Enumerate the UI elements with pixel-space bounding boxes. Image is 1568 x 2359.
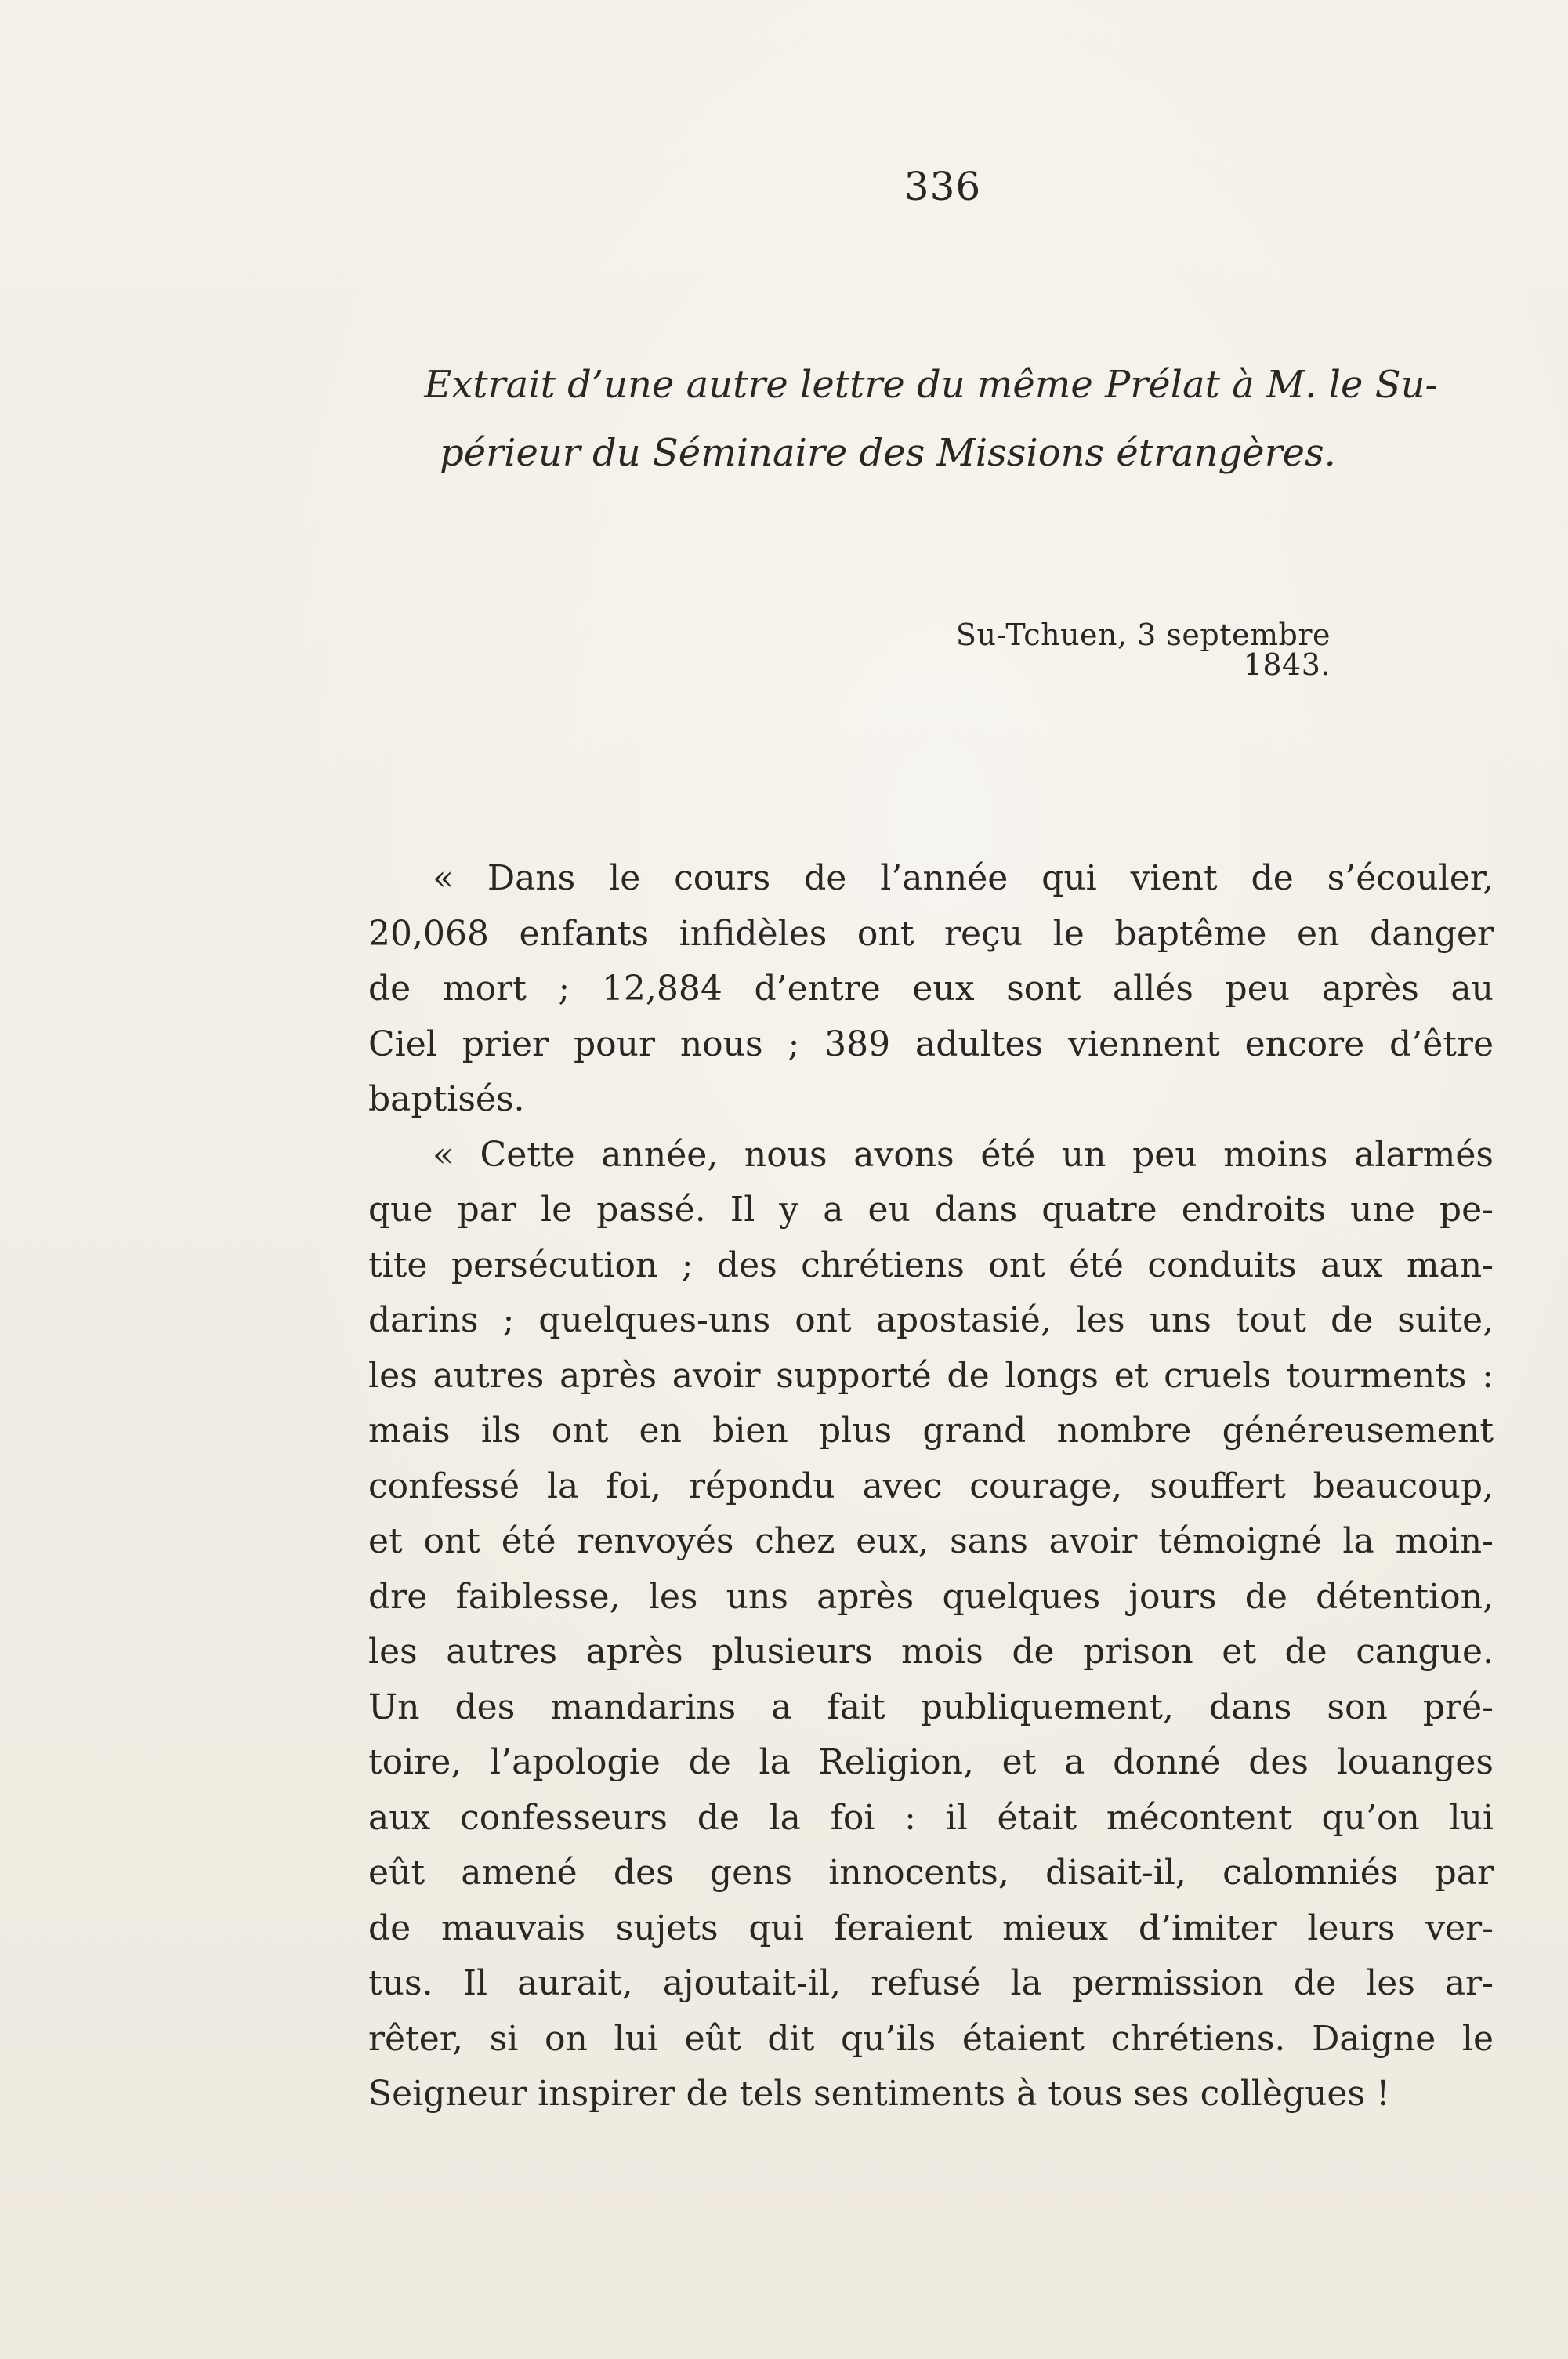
body-line: et ont été renvoyés chez eux, sans avoir témoigné la moin- (368, 1521, 1494, 1561)
body-line: les autres après avoir supporté de longs et cruels tourments : (368, 1355, 1494, 1396)
body-line: Ciel prier pour nous ; 389 adultes viennent encore d’être (368, 1024, 1494, 1064)
body-line: tus. Il aurait, ajoutait-il, refusé la permission de les ar- (368, 1963, 1494, 2003)
body-line: baptisés. (368, 1079, 525, 1119)
letter-heading (367, 351, 1495, 487)
body-line: rêter, si on lui eût dit qu’ils étaient chrétiens. Daigne le (368, 2018, 1494, 2059)
body-line: 20,068 enfants infidèles ont reçu le baptême en danger (368, 913, 1494, 954)
body-line: « Dans le cours de l’année qui vient de s’écouler, (433, 858, 1494, 898)
body-line: Un des mandarins a fait publiquement, dans son pré- (368, 1687, 1494, 1727)
body-line: dre faiblesse, les uns après quelques jours de détention, (368, 1576, 1494, 1617)
page-number: 336 (904, 164, 982, 209)
body-line: de mauvais sujets qui feraient mieux d’imiter leurs ver- (368, 1908, 1494, 1948)
body-line: darins ; quelques-uns ont apostasié, les uns tout de suite, (368, 1300, 1494, 1340)
heading-line-1: Extrait d’une autre lettre du même Prélat à M. le Su- (424, 363, 1438, 407)
body-line: « Cette année, nous avons été un peu moins alarmés (433, 1134, 1494, 1175)
heading-line-2: périeur du Séminaire des Missions étrangères. (440, 431, 1336, 475)
body-line: tite persécution ; des chrétiens ont été conduits aux man- (368, 1245, 1494, 1285)
body-line: que par le passé. Il y a eu dans quatre endroits une pe- (368, 1190, 1494, 1230)
body-line: eût amené des gens innocents, disait-il, calomniés par (368, 1853, 1494, 1893)
body-line: confessé la foi, répondu avec courage, souffert beaucoup, (368, 1466, 1494, 1506)
body-line: de mort ; 12,884 d’entre eux sont allés peu après au (368, 969, 1494, 1009)
body-line: Seigneur inspirer de tels sentiments à tous ses collègues ! (368, 2074, 1390, 2114)
letter-dateline: Su-Tchuen, 3 septembre 1843. (955, 618, 1331, 682)
body-line: aux confesseurs de la foi : il était mécontent qu’on lui (368, 1797, 1494, 1838)
body-line: toire, l’apologie de la Religion, et a donné des louanges (368, 1742, 1494, 1782)
body-line: les autres après plusieurs mois de prison et de cangue. (368, 1632, 1494, 1672)
letter-body (368, 851, 1494, 2122)
body-line: mais ils ont en bien plus grand nombre généreusement (368, 1411, 1494, 1451)
